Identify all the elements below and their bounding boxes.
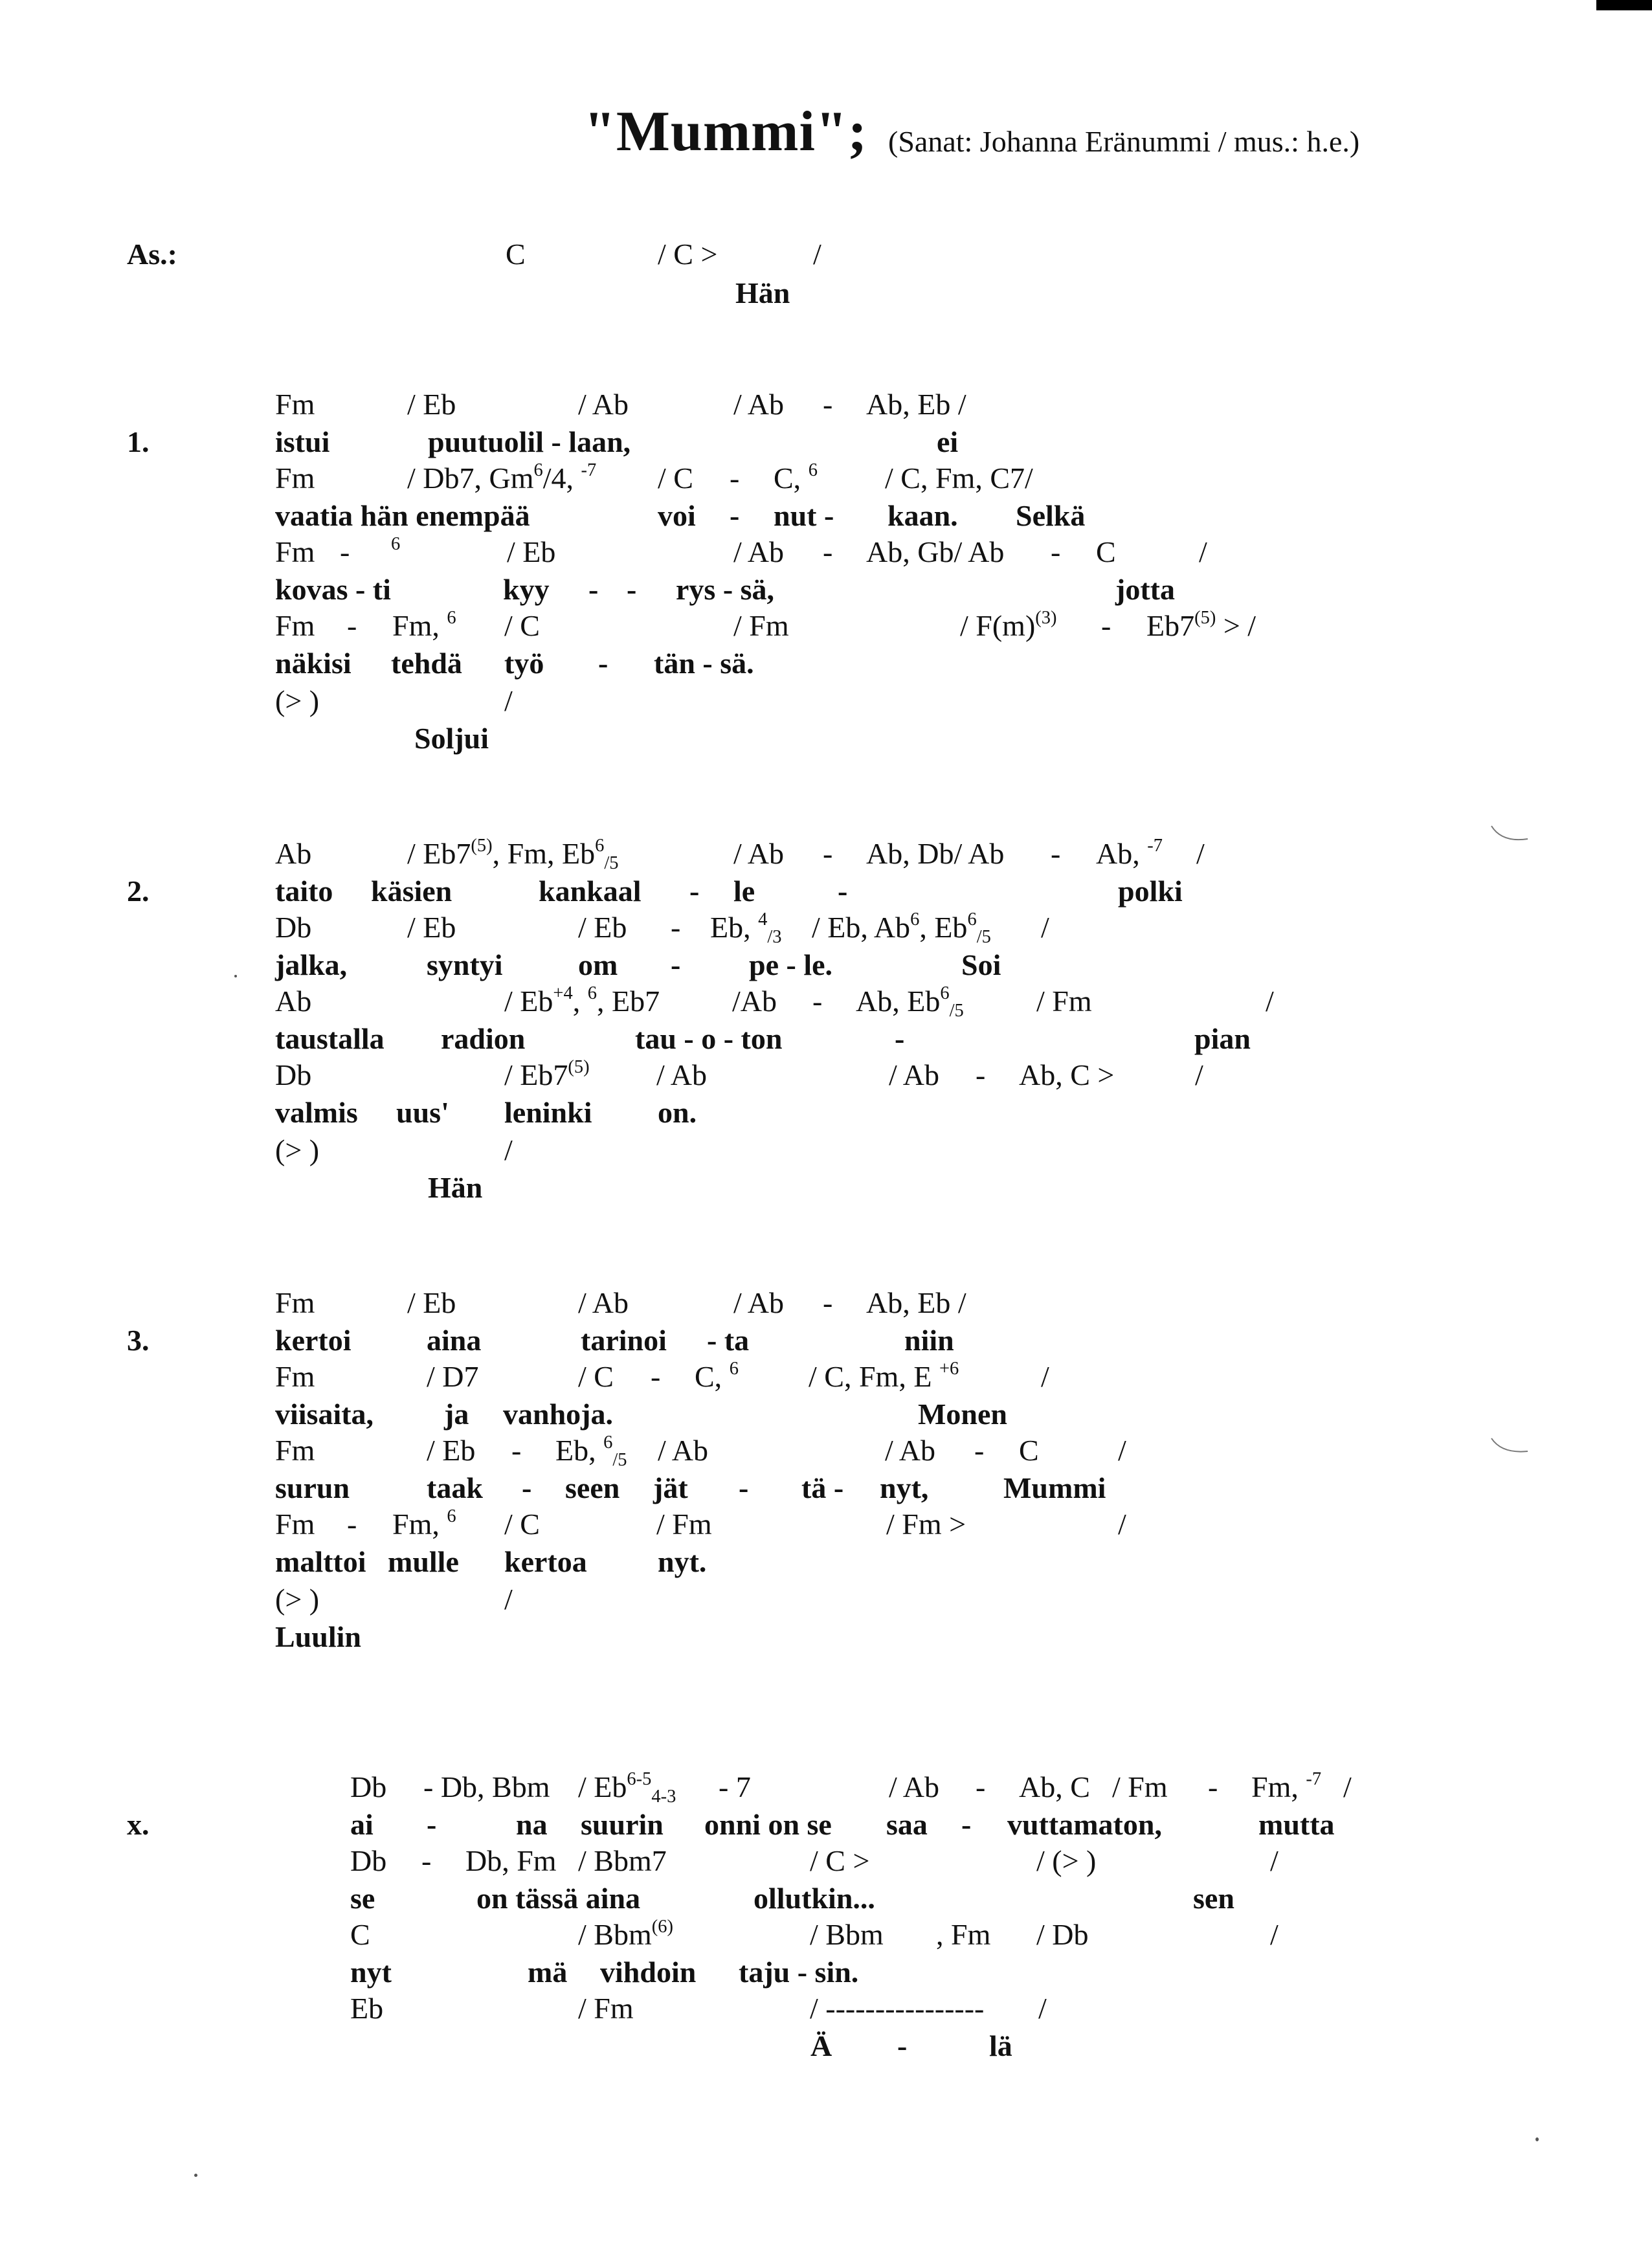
lyric: -	[961, 1808, 972, 1841]
chord: /	[504, 1133, 513, 1166]
chord-text: Eb,	[555, 1434, 596, 1467]
chord: / Ab	[656, 1058, 707, 1091]
lyric: -	[730, 499, 740, 532]
lyric: sen	[1193, 1882, 1234, 1915]
chord: / Fm	[1036, 985, 1092, 1018]
chord: - 7	[719, 1770, 751, 1803]
chord: / Fm	[578, 1992, 634, 2025]
chord: C	[350, 1918, 370, 1951]
chord: / Fm	[656, 1508, 712, 1541]
chord: / Ab	[578, 1286, 629, 1319]
chord-subscript: /5	[612, 1449, 627, 1470]
lyric: -	[598, 647, 608, 680]
lyric: puutuolil - laan,	[428, 425, 631, 458]
verse-number: x.	[127, 1808, 150, 1841]
lyric: jalka,	[275, 948, 348, 981]
chord-text: /4,	[542, 462, 574, 495]
lyric: uus'	[396, 1096, 449, 1129]
chord: -	[812, 985, 823, 1018]
chord-superscript: -7	[1147, 836, 1163, 856]
song-credits: (Sanat: Johanna Eränummi / mus.: h.e.)	[888, 125, 1360, 158]
chord-text: Eb7	[1146, 609, 1195, 642]
lyric: taak	[427, 1471, 483, 1504]
lyric: nyt,	[880, 1471, 929, 1504]
chord-superscript: 6	[967, 909, 977, 930]
chord-superscript: -7	[581, 460, 597, 481]
chord: / C	[658, 462, 693, 495]
chord	[774, 460, 818, 495]
lyric: vuttamaton,	[1007, 1808, 1162, 1841]
lyric: lä	[989, 2029, 1012, 2062]
chord-superscript: 6	[447, 1506, 456, 1527]
chord: Db	[275, 1058, 312, 1091]
chord: /	[1118, 1508, 1126, 1541]
lyric: nyt.	[658, 1545, 707, 1578]
chord: / C	[578, 1360, 614, 1393]
chord-text: Ab, Eb	[856, 985, 941, 1018]
chord-superscript: (5)	[471, 836, 493, 856]
lyric: surun	[275, 1471, 350, 1504]
lyric: voi	[658, 499, 696, 532]
chord: -	[511, 1434, 522, 1467]
chord: / Fm	[1112, 1770, 1168, 1803]
chord: -	[1051, 837, 1061, 870]
lyric: Selkä	[1016, 499, 1086, 532]
lyric: malttoi	[275, 1545, 366, 1578]
chord: / D7	[427, 1360, 479, 1393]
chord-superscript: 6	[391, 534, 401, 555]
chord-superscript: -7	[1306, 1769, 1322, 1790]
chord: /	[504, 684, 513, 717]
chord: Db	[275, 911, 312, 944]
chord: / Ab	[889, 1058, 939, 1091]
chord: Ab	[275, 985, 312, 1018]
chord	[391, 534, 401, 567]
chord: /	[1270, 1918, 1278, 1951]
chord: / Ab	[733, 535, 784, 568]
chord: / Ab	[885, 1434, 935, 1467]
chord: Ab, Eb /	[866, 388, 966, 421]
chord-superscript: 6	[587, 983, 597, 1004]
lyric: le	[733, 875, 755, 908]
chord: Fm	[275, 1360, 315, 1393]
lyric: -	[522, 1471, 532, 1504]
lyric: tarinoi	[581, 1324, 667, 1357]
lyric: kaan.	[887, 499, 958, 532]
chord-text: / Eb7	[407, 837, 471, 870]
chord: (> )	[275, 684, 320, 717]
lyric: käsien	[371, 875, 452, 908]
chord-superscript: +6	[939, 1359, 959, 1379]
chord-superscript: 4	[758, 909, 768, 930]
chord: (> )	[275, 1133, 320, 1166]
chord: Eb	[350, 1992, 384, 2025]
lyric: jät	[653, 1471, 688, 1504]
chord: -	[340, 535, 350, 568]
chord: /	[1195, 1058, 1203, 1091]
chord-text: , Eb7	[597, 985, 660, 1018]
chord	[555, 1432, 627, 1470]
lyric: on.	[658, 1096, 697, 1129]
lyric: -	[627, 573, 637, 606]
lyric: mulle	[388, 1545, 459, 1578]
lyric: vanhoja.	[503, 1398, 613, 1431]
chord: Fm	[275, 1286, 315, 1319]
lyric: Soljui	[414, 722, 489, 755]
lyric: kovas - ti	[275, 573, 391, 606]
lyric: vaatia hän enempää	[275, 499, 530, 532]
chord: Ab	[275, 837, 312, 870]
chord-text: / Eb, Ab	[812, 911, 911, 944]
chord: Fm	[275, 535, 315, 568]
chord-text: / F(m)	[960, 609, 1036, 642]
chord: / Fm	[733, 609, 789, 642]
chord: Ab, C	[1019, 1770, 1090, 1803]
chord: /	[504, 1583, 513, 1616]
lyric: tau - o - ton	[635, 1022, 783, 1055]
lyric: rys - sä,	[676, 573, 775, 606]
lyric: näkisi	[275, 647, 352, 680]
chord-text: C,	[695, 1360, 722, 1393]
lyric: työ	[504, 647, 544, 680]
chord: /	[1270, 1844, 1278, 1877]
chord-superscript: (5)	[1194, 608, 1216, 629]
lyric: -	[588, 573, 599, 606]
chord-superscript: 6	[533, 460, 543, 481]
lyric: leninki	[504, 1096, 592, 1129]
chord: -	[1208, 1770, 1218, 1803]
chord: Db	[350, 1770, 387, 1803]
lyric: aina	[427, 1324, 482, 1357]
chord	[275, 463, 315, 493]
chord: Ab, Gb/ Ab	[866, 535, 1005, 568]
chord: C	[1019, 1434, 1039, 1467]
chord	[392, 1506, 456, 1541]
lyric: taustalla	[275, 1022, 385, 1055]
lyric: pian	[1194, 1022, 1251, 1055]
chord: -	[347, 1508, 357, 1541]
lyric: Mummi	[1003, 1471, 1106, 1504]
chord: /	[1199, 535, 1207, 568]
chord-text: Fm,	[392, 609, 440, 642]
chord-superscript: (6)	[651, 1917, 673, 1937]
chord: Fm	[275, 388, 315, 421]
chord	[812, 909, 991, 947]
chord	[710, 909, 782, 947]
chord	[578, 1769, 676, 1807]
chord: C	[1096, 535, 1116, 568]
chord: Db, Fm	[465, 1844, 557, 1877]
chord: / Bbm7	[578, 1844, 667, 1877]
chord-text: / Eb	[504, 985, 553, 1018]
chord: / Eb	[427, 1434, 476, 1467]
chord-superscript: 6	[595, 836, 605, 856]
chord: Ab, Eb /	[866, 1286, 966, 1319]
chord: /	[1118, 1434, 1126, 1467]
chord	[1096, 836, 1163, 870]
chord: Ab, Db/ Ab	[866, 837, 1005, 870]
lyric: -	[838, 875, 848, 908]
lyric: -	[671, 948, 681, 981]
lyric: viisaita,	[275, 1398, 374, 1431]
chord: /	[1196, 837, 1205, 870]
chord-subscript: 4-3	[651, 1786, 676, 1807]
chord: /	[1041, 1360, 1049, 1393]
scan-mark	[1489, 1434, 1534, 1460]
lyric: istui	[275, 425, 330, 458]
chord: / C	[504, 609, 540, 642]
chord	[504, 1057, 590, 1091]
chord: /Ab	[732, 985, 777, 1018]
lyric: on tässä aina	[476, 1882, 641, 1915]
chord-text: , Fm, Eb	[492, 837, 596, 870]
lyric: polki	[1118, 875, 1183, 908]
chord-text: > /	[1223, 609, 1256, 642]
verse-number: 3.	[127, 1324, 150, 1357]
chord: (> )	[275, 1583, 320, 1616]
lyric: Hän	[428, 1171, 483, 1204]
chord: /	[1266, 985, 1274, 1018]
chord: / Ab	[733, 388, 784, 421]
chord	[960, 608, 1057, 642]
lyric: pe - le.	[749, 948, 833, 981]
chord-text: Eb,	[710, 911, 751, 944]
chord: -	[651, 1360, 661, 1393]
lyric: mä	[528, 1956, 568, 1989]
chord: Fm	[275, 609, 315, 642]
chord-superscript: 6	[447, 608, 456, 629]
chord-text: / Bbm	[578, 1918, 652, 1951]
lyric: seen	[565, 1471, 620, 1504]
chord	[578, 1917, 673, 1951]
chord: /	[1343, 1770, 1352, 1803]
chord: -	[976, 1058, 986, 1091]
chord-text: Fm	[275, 462, 315, 495]
lyric: tehdä	[391, 647, 462, 680]
chord: / Db	[1036, 1918, 1089, 1951]
lyric: -	[739, 1471, 749, 1504]
chord: , Fm	[936, 1918, 991, 1951]
lyric: niin	[904, 1324, 954, 1357]
lyric: -	[689, 875, 700, 908]
chord: / Eb	[507, 535, 556, 568]
lyric: kertoa	[504, 1545, 587, 1578]
scan-corner-mark	[1596, 0, 1652, 10]
lyric: onni on se	[704, 1808, 832, 1841]
chord: -	[976, 1770, 986, 1803]
lyric: mutta	[1258, 1808, 1335, 1841]
lyric: Ä	[810, 2029, 832, 2062]
chord-superscript: +4	[553, 983, 573, 1004]
chord: / Bbm	[810, 1918, 884, 1951]
chord-superscript: 6	[910, 909, 920, 930]
verse-number: 2.	[127, 875, 150, 908]
chord	[809, 1359, 959, 1393]
lyric: om	[578, 948, 618, 981]
chord	[695, 1359, 739, 1393]
chord: / C >	[658, 238, 718, 271]
lyric: radion	[441, 1022, 526, 1055]
chord	[1251, 1769, 1322, 1803]
chord: -	[1051, 535, 1061, 568]
lyric: - ta	[707, 1324, 750, 1357]
lyric: kyy	[503, 573, 550, 606]
lyric: ai	[350, 1808, 374, 1841]
chord: / C >	[810, 1844, 870, 1877]
chord: -	[823, 1286, 833, 1319]
chord-text: , Eb	[919, 911, 968, 944]
intro-label: As.:	[127, 238, 177, 271]
chord-superscript: 6	[603, 1432, 613, 1453]
lyric: nyt	[350, 1956, 392, 1989]
chord	[504, 983, 660, 1018]
chord: -	[823, 837, 833, 870]
lyric: Soi	[961, 948, 1001, 981]
chord: / Eb	[407, 1286, 456, 1319]
chord: /	[1041, 911, 1049, 944]
lyric: valmis	[275, 1096, 358, 1129]
chord: Db	[350, 1844, 387, 1877]
chord: Fm	[275, 1508, 315, 1541]
lyric: saa	[886, 1808, 928, 1841]
chord-superscript: (5)	[568, 1057, 590, 1078]
lyric: vihdoin	[600, 1956, 697, 1989]
lyric: suurin	[581, 1808, 664, 1841]
lyric: -	[897, 2029, 908, 2062]
chord: Ab, C >	[1019, 1058, 1115, 1091]
chord: -	[823, 388, 833, 421]
lyric: se	[350, 1882, 375, 1915]
chord-superscript: 6	[940, 983, 950, 1004]
chord	[392, 608, 456, 642]
chord: / Ab	[733, 837, 784, 870]
chord: / Fm >	[886, 1508, 966, 1541]
lyric: Monen	[918, 1398, 1007, 1431]
chord	[856, 983, 964, 1021]
lyric: Luulin	[275, 1620, 361, 1653]
lyric: syntyi	[427, 948, 503, 981]
chord-subscript: /3	[767, 926, 782, 947]
chord	[1146, 608, 1256, 642]
lyric: taito	[275, 875, 333, 908]
scan-mark	[1489, 822, 1534, 848]
lyric: ei	[937, 425, 959, 458]
chord	[407, 836, 619, 873]
chord	[407, 460, 597, 495]
lyric: -	[427, 1808, 437, 1841]
chord-text: ,	[572, 985, 581, 1018]
chord-text: Fm,	[1251, 1770, 1299, 1803]
chord-text: / C, Fm, E	[809, 1360, 932, 1393]
chord-text: / Eb	[578, 1770, 627, 1803]
song-title: "Mummi";	[584, 100, 868, 163]
chord-text: Fm,	[392, 1508, 440, 1541]
chord: Fm	[275, 1434, 315, 1467]
lyric: ja	[444, 1398, 469, 1431]
chord: / Ab	[578, 388, 629, 421]
chord-text: Ab,	[1096, 837, 1140, 870]
lyric: -	[895, 1022, 905, 1055]
chord: -	[421, 1844, 432, 1877]
chord: -	[1101, 609, 1111, 642]
verse-number: 1.	[127, 425, 150, 458]
chord-superscript: 6	[729, 1359, 739, 1379]
chord: -	[347, 609, 357, 642]
chord: / ----------------	[810, 1992, 985, 2025]
chord: / C	[504, 1508, 540, 1541]
chord: / Ab	[658, 1434, 708, 1467]
chord: / Eb	[407, 911, 456, 944]
chord: /	[1038, 1992, 1047, 2025]
chord-subscript: /5	[949, 1000, 964, 1021]
lyric: tä -	[801, 1471, 844, 1504]
chord: - Db, Bbm	[423, 1770, 550, 1803]
lyric: Hän	[735, 276, 790, 309]
chord-subscript: /5	[604, 853, 619, 873]
chord: / (> )	[1036, 1844, 1097, 1877]
lyric: jotta	[1115, 573, 1175, 606]
chord: / Ab	[889, 1770, 939, 1803]
chord-text: / Db7, Gm	[407, 462, 534, 495]
lyric: nut -	[774, 499, 834, 532]
chord-text: / Eb7	[504, 1058, 568, 1091]
lyric: kankaal	[539, 875, 642, 908]
chord: / Ab	[733, 1286, 784, 1319]
chord: / C, Fm, C7/	[885, 462, 1033, 495]
lyric: ollutkin...	[753, 1882, 875, 1915]
chord-subscript: /5	[976, 926, 991, 947]
chord: /	[813, 238, 821, 271]
scan-speck	[234, 975, 237, 977]
chord: -	[974, 1434, 985, 1467]
scan-speck	[194, 2174, 197, 2177]
lyric: taju - sin.	[739, 1956, 859, 1989]
chord: C	[506, 238, 526, 271]
scan-speck	[1535, 2137, 1539, 2141]
chord-superscript: 6	[808, 460, 818, 481]
chord: / Eb	[578, 911, 627, 944]
chord-text: C,	[774, 462, 801, 495]
chord: -	[730, 462, 740, 495]
chord: / Eb	[407, 388, 456, 421]
chord-superscript: 6-5	[627, 1769, 652, 1790]
lyric: kertoi	[275, 1324, 352, 1357]
lyric: na	[516, 1808, 548, 1841]
chord: -	[823, 535, 833, 568]
chord: -	[671, 911, 681, 944]
chord-superscript: (3)	[1035, 608, 1057, 629]
lyric: tän - sä.	[654, 647, 754, 680]
